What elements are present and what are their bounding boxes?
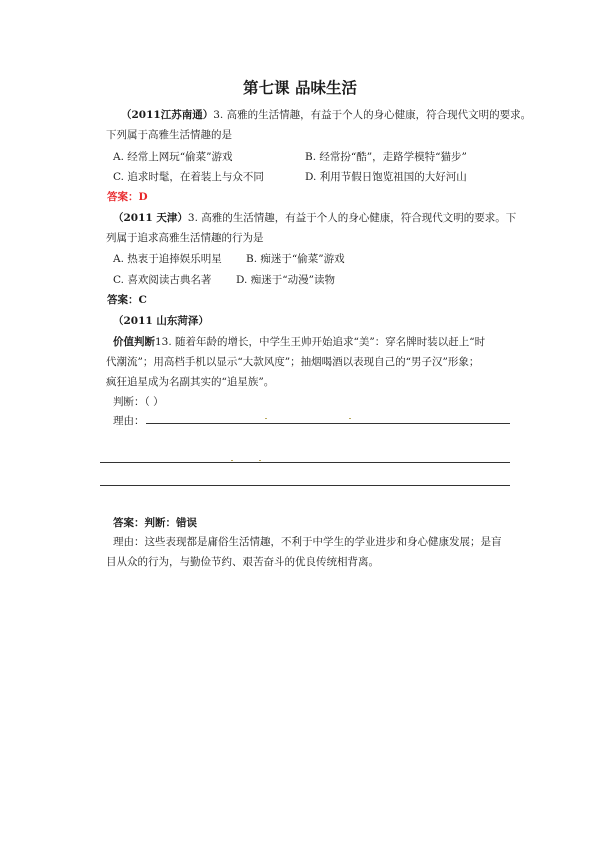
reason-answer-line-1 [146, 423, 510, 424]
question-2-stem-line-2: 列属于追求高雅生活情趣的行为是 [106, 232, 264, 244]
reason-label: 理由： [113, 415, 145, 427]
question-1-option-d: D. 利用节假日饱览祖国的大好河山 [305, 171, 467, 183]
question-1-option-b: B. 经常扮“酷”，走路学模特“猫步” [305, 151, 467, 163]
question-3-source: （2011 山东菏泽） [113, 315, 209, 327]
scan-speck [231, 460, 233, 461]
page-title: 第七课 品味生活 [243, 79, 357, 97]
question-3-reason-line-1: 理由：这些表现都是庸俗生活情趣，不利于中学生的学业进步和身心健康发展；是盲 [113, 536, 502, 548]
question-2-answer: 答案：C [107, 294, 147, 306]
question-1-source: （2011江苏南通） [121, 109, 214, 121]
question-3-reason-line-2: 目从众的行为，与勤俭节约、艰苦奋斗的优良传统相背离。 [106, 556, 379, 568]
question-3-stem-line-3: 疯狂追星成为名副其实的“追星族”。 [106, 376, 275, 388]
reason-answer-line-2 [100, 462, 510, 463]
reason-answer-line-3 [100, 485, 510, 486]
scan-speck [259, 460, 261, 461]
question-1-stem-line-1 [121, 108, 531, 122]
question-1-option-a: A. 经常上网玩“偷菜”游戏 [113, 151, 233, 163]
question-2-option-d: D. 痴迷于“动漫”读物 [236, 274, 335, 286]
question-1-stem-line-2: 下列属于高雅生活情趣的是 [106, 129, 232, 141]
question-3-label: 价值判断 [113, 336, 155, 348]
question-2-stem: 3. 高雅的生活情趣，有益于个人的身心健康，符合现代文明的要求。下 [187, 212, 517, 224]
question-3-stem-line-1 [113, 335, 485, 349]
question-1-stem: 3. 高雅的生活情趣，有益于个人的身心健康，符合现代文明的要求。 [213, 109, 532, 121]
question-3-stem-line-2: 代潮流”；用高档手机以显示“大款风度”；抽烟喝酒以表现自己的“男子汉”形象； [106, 356, 480, 368]
question-2-option-b: B. 痴迷于“偷菜”游戏 [246, 253, 345, 265]
question-2-stem-line-1 [113, 211, 516, 225]
judge-label: 判断：（ ） [113, 396, 164, 408]
question-3-stem: 13. 随着年龄的增长，中学生王帅开始追求“美”：穿名牌时装以赶上“时 [155, 336, 486, 348]
question-2-option-a: A. 热衷于追捧娱乐明星 [113, 253, 222, 265]
question-3-answer: 答案：判断：错误 [113, 517, 197, 529]
scan-speck [349, 418, 351, 419]
question-1-option-c: C. 追求时髦，在着装上与众不同 [113, 171, 264, 183]
question-1-answer: 答案：D [107, 191, 148, 203]
scan-speck [265, 418, 267, 419]
question-2-source: （2011 天津） [113, 212, 188, 224]
question-2-option-c: C. 喜欢阅读古典名著 [113, 274, 212, 286]
